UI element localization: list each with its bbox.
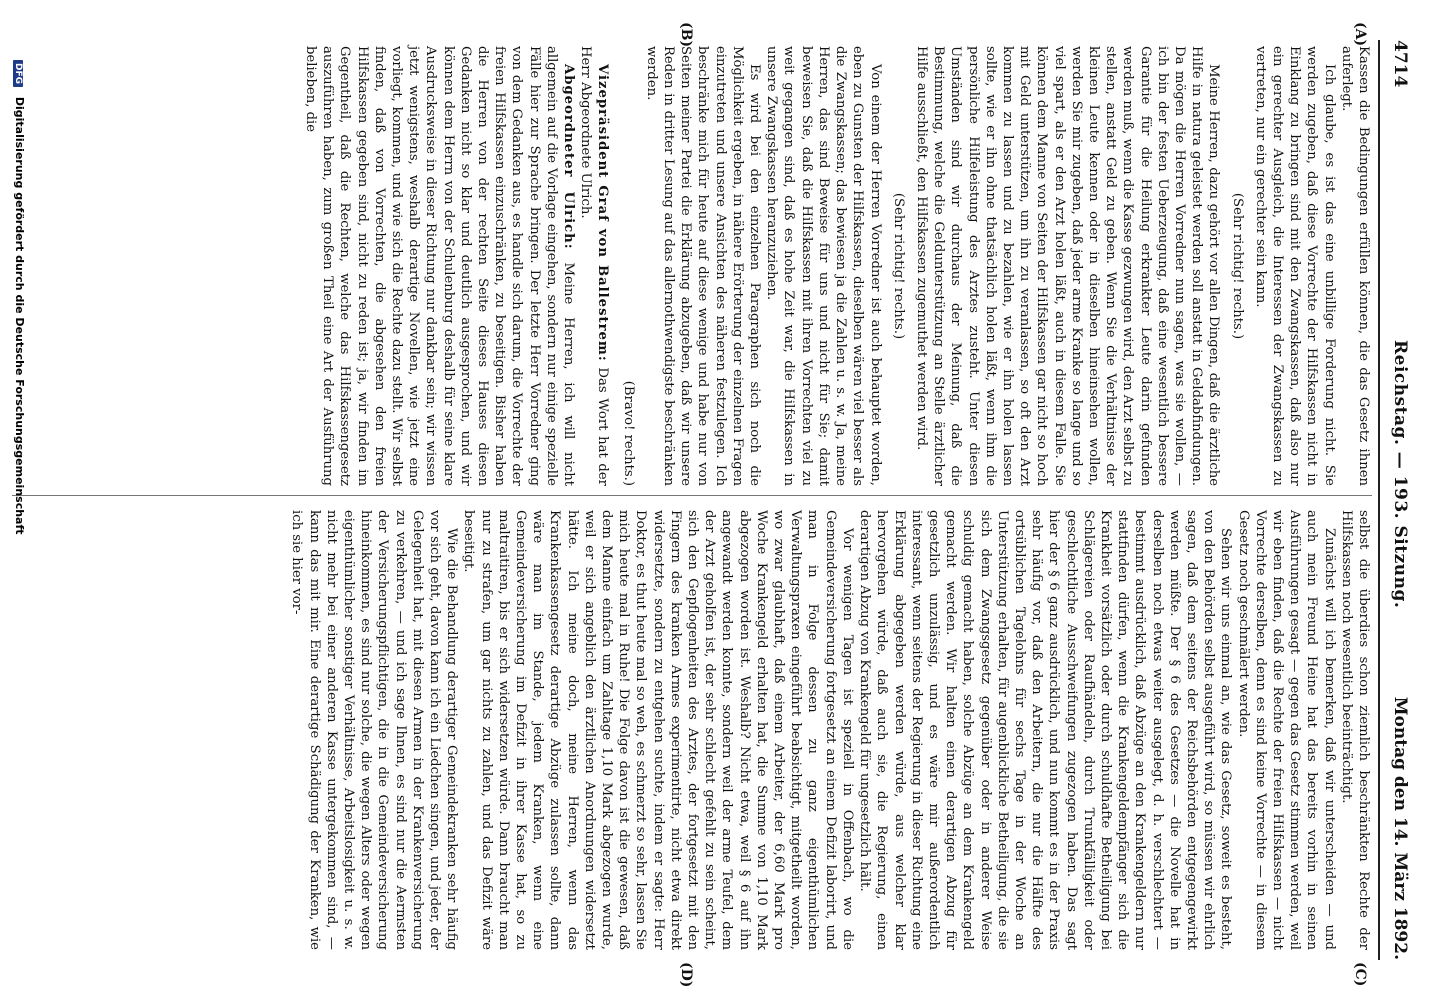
paragraph: Von einem der Herren Vorredner ist auch behauptet worden, eben zu Gunsten der Hilfskassen, dieselben wären viel besser als die Zwangskassen; das bewiesen ja die Zahlen u. s. w. Ja, meine Herren, das sind Beweise für uns und nicht für Sie; damit beweisen Sie, daß die Hilfskassen mit ihren Vorrechten viel zu weit gegangen sind, daß es hohe Zeit war, die Hilfskassen in unsere Zwangskassen heranzuziehen. [764, 46, 883, 486]
applause-note: (Sehr richtig! rechts.) [1229, 192, 1245, 340]
speech-text: Das Wort hat der Herr Abgeordnete Ulrich. [578, 46, 611, 486]
paragraph: Ich glaube, es ist das eine unbillige Forderung nicht. Sie werden zugeben, daß diese Vorrechte der Hilfskassen nicht in Einklang zu bringen sind mit den Zwangskassen, daß also nur ein gerechter Ausgleich, die Interessen der Zwangskassen zu vertreten, nur ein gerechter sein kann. [1252, 46, 1337, 486]
paragraph: Sehen wir uns einmal an, wie das Gesetz, soweit es besteht, von den Behörden selbst ausgeführt wird, so müssen wir ehrlich sagen, daß dem seitens der Reichsbehörden entgegengewirkt werden müßte. Der § 6 des Gesetzes — die Novelle hat in derselben noch etwas weiter ausgelegt, d. h. verschlechtert — bestimmt ausdrücklich, daß Abzüge an den Krankengeldern nur stattfinden dürfen, wenn die Krankengeldempfänger sich die Krankheit vorsätzlich oder durch schuldhafte Betheiligung bei Schlägereien oder Raufhändeln, durch Trunkfälligkeit oder geschlechtliche Ausschweifungen zugezogen haben. Das sagt hier der § 6 ganz ausdrücklich, und nun kommt es in der Praxis sehr häufig vor, daß den Arbeitern, die nur die Hälfte des ortsüblichen Tagelohns für sechs Tage in der Woche an Unterstützung erhalten, für augenblickliche Betheiligung, die sie sich dem Zwangsgesetz gegenüber oder in anderer Weise schuldig gemacht haben, solche Abzüge an dem Krankengeld gemacht werden. Wir halten einen derartigen Abzug für gesetzlich unzulässig, und es wäre mir außerordentlich interessant, wenn seitens der Regierung in dieser Richtung eine Erklärung abgegeben werden würde, aus welcher klar hervorgehen würde, daß auch sie, die Regierung, einen derartigen Abzug von Krankengeld für ungesetzlich hält. [857, 510, 1234, 950]
margin-marker-b: (B) [678, 22, 694, 48]
paragraph: Es wird bei den einzelnen Paragraphen sich noch die Möglichkeit ergeben, in nähere Erörterung der einzelnen Fragen einzutreten und unsere Ansichten des näheren festzulegen. Ich beschränke mich für heute auf diese wenige und habe nur von Seiten meiner Partei die Erklärung abzugeben, daß wir unsere Reden in dritter Lesung auf das allernothwendigste beschränken werden. [643, 46, 763, 486]
page-title: Reichstag. — 193. Sitzung. [1390, 340, 1410, 609]
page-number: 4714 [1390, 40, 1410, 88]
speech-text: Meine Herren, ich will nicht allgemein auf die Vorlage eingehen, sondern nur einige spezielle Fälle hier zur Sprache bringen. Der letzte Herr Vorredner ging von dem Gedanken aus, es handle sich darum, die Vorrechte der freien Hilfskassen einzuschränken, zu beseitigen. Bisher haben die Herren von der rechten Seite dieses Hauses diesen Gedanken nicht so klar und deutlich ausgesprochen, und wir können dem Herrn von der Schulenburg deshalb für seine klare Ausdrucksweise in dieser Richtung nur dankbar sein; wir wissen jetzt wenigstens, weshalb derartige Novellen, wie jetzt eine vorliegt, kommen, und wie sich die Rechte dazu stellt. Wir selbst finden, daß von Vorrechten, die abgesehen den freien Hilfskassen gegeben sind, nicht zu reden ist; ja, wir finden im Gegentheil, daß die Rechten, welche das Hilfskassengesetz auszuführen haben, zum großen Theil eine Art der Ausführung belieben, die [303, 46, 577, 486]
paragraph [577, 46, 611, 486]
paragraph: Kassen die Bedingungen erfüllen können, die das Gesetz ihnen auferlegt. [1338, 46, 1371, 486]
paragraph: Meine Herren, dazu gehört vor allen Dingen, daß die ärztliche Hilfe in natura geleistet werden soll anstatt in Geldabfindungen. Da mögen die Herren Vorredner nun sagen, was sie wollen, — ich bin der festen Ueberzeugung, daß eine wesentlich bessere Garantie für die Heilung erkrankter Leute darin gefunden werden muß, wenn die Kasse gezwungen wird, den Arzt selbst zu stellen, anstatt Geld zu geben. Wenn Sie die Verhältnisse der kleinen Leute kennen oder in dieselben hineinsehen wollen, werden Sie mir zugeben, daß jeder arme Kranke so lange und so viel spart, als er den Arzt holen läßt, auch in diesem Falle. Sie können dem Manne von Seiten der Hilfskassen gar nicht so hoch mit Geld unterstützen, um ihn zu veranlassen, so oft den Arzt kommen zu lassen und zu bezahlen, wie er ihn holen lassen sollte, wie er ihn ohne thatsächlich holen läßt, wenn ihm die persönliche Hilfeleistung des Arztes zusteht. Unter diesen Umständen sind wir durchaus der Meinung, daß die Bestimmung, welche die Geldunterstützung an Stelle ärztlicher Hilfe ausschließt, den Hilfskassen zugemuthet werden wird. [913, 46, 1222, 486]
margin-marker-c: (C) [1352, 962, 1368, 987]
page-header [1384, 40, 1414, 960]
digitization-credit [13, 60, 26, 535]
applause-note: (Bravo! rechts.) [620, 380, 636, 486]
right-column [288, 510, 1372, 950]
speaker-name: Vizepräsident Graf von Ballestrem: [595, 64, 611, 362]
margin-marker-d: (D) [678, 962, 694, 988]
applause-note: (Sehr richtig! rechts.) [890, 192, 906, 340]
column-divider [12, 495, 1372, 496]
margin-marker-a: (A) [1352, 22, 1368, 47]
paragraph: Zunächst will ich bemerken, daß wir unterscheiden — und auch mein Freund Heine hat das bereits vorhin in seinen Ausführungen gesagt — gegen das Gesetz stimmen werden, weil wir eben finden, daß die Rechte der freien Hilfskassen — nicht Vorrechte derselben, denn es sind keine Vorrechte — in diesem Gesetz noch geschmälert werden. [1235, 510, 1337, 950]
session-date: Montag den 14. März 1892. [1390, 696, 1410, 960]
paragraph: Wie die Behandlung derartiger Gemeindekranken sehr häufig vor sich geht, davon kann ich ein Liedchen singen, und jeder, der Gelegenheit hat, mit diesen Armen in der Krankenversicherung zu verkehren, — und ich sage Ihnen, es sind nur die Aermsten der Versicherungspflichtigen, die in die Gemeindeversicherung hineinkommen, es sind nur solche, die wegen Alters oder wegen eigenthümlicher sonstiger Verhältnisse, Arbeitslosigkeit u. s. w. nicht mehr bei einer anderen Kasse untergekommen sind, — kann das mit mir. Eine derartige Schädigung der Kranken, wie ich sie hier vor- [289, 510, 460, 950]
left-column [302, 46, 1372, 486]
header-divider [1378, 40, 1380, 960]
speaker-name: Abgeordneter Ulrich: [561, 64, 577, 250]
paragraph: selbst die überdies schon ziemlich beschränkten Rechte der Hilfskassen noch wesentlich beeinträchtigt. [1338, 510, 1371, 950]
paragraph: Vor wenigen Tagen ist speziell in Offenbach, wo die Gemeindeversicherung fortgesetzt an einem Defizit laborirt, und man in Folge dessen zu ganz eigenthümlichen Verwaltungspraxen eingeführt beabsichtigt, mitgetheilt worden, wo zwar glaubhaft, daß einem Arbeiter, der 6,60 Mark pro Woche Krankengeld erhalten hat, die Summe von 1,10 Mark abgezogen worden ist. Weshalb? Nicht etwa, weil § 6 auf ihn angewandt werden konnte, sondern weil der arme Teufel, dem der Arzt geholfen ist, der sehr schlecht gefehlt zu sein scheint, sich den Gepflogenheiten des Arztes, der fortgesetzt mit den Fingern des kranken Armes experimentirte, nicht etwa direkt widersetzte, sondern zu entgehen suchte, indem er sagte: Herr Doktor, es thut heute mal so weh, es schmerzt so sehr, lassen Sie mich heute mal in Ruhe! Die Folge davon ist die gewesen, daß dem Manne einfach um Zahltage 1,10 Mark abgezogen wurde, weil er sich angeblich den ärztlichen Anordnungen widersetzt hätte. Ich meine doch, meine Herren, wenn das Krankenkassengesetz derartige Abzüge zulassen sollte, dann wäre man im Stande, jedem Kranken, wenn eine Gemeindeversicherung im Defizit in ihrer Kasse hat, so zu maltraitiren, bis er sich widersetzen würde. Dann braucht man nur zu strafen, um gar nichts zu zahlen, und das Defizit wäre beseitigt. [461, 510, 855, 950]
credit-text: Digitalisierung gefördert durch die Deutsche Forschungsgemeinschaft [13, 96, 26, 535]
dfg-logo: DFG [13, 60, 23, 87]
paragraph [302, 46, 577, 486]
